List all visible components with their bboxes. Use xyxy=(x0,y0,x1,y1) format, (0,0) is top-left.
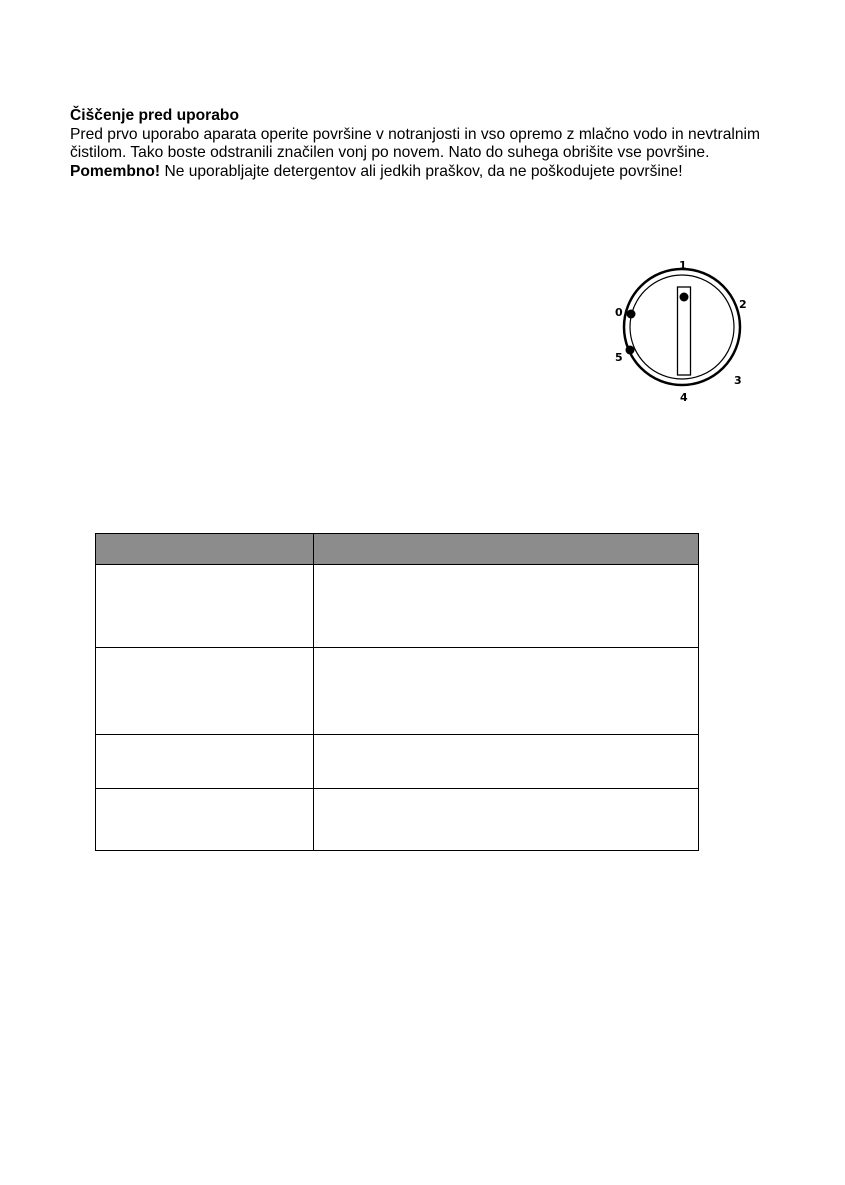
table-header-cell-left xyxy=(96,534,314,565)
table-cell xyxy=(314,735,699,789)
dial-label-1: 1 xyxy=(679,259,687,272)
dial-indicator-dot xyxy=(680,293,689,302)
dial-label-2: 2 xyxy=(739,298,747,311)
table-row xyxy=(96,565,699,648)
settings-table-container xyxy=(95,533,698,853)
table-header-row xyxy=(96,534,699,565)
table-cell xyxy=(96,789,314,851)
dial-label-3: 3 xyxy=(734,374,742,387)
table-row xyxy=(96,789,699,851)
important-text: Ne uporabljajte detergentov ali jedkih praškov, da ne poškodujete površine! xyxy=(160,162,683,180)
table-cell xyxy=(314,648,699,735)
dial-marker-zero-dot xyxy=(627,310,636,319)
table-row xyxy=(96,648,699,735)
dial-label-4: 4 xyxy=(680,391,688,404)
cleaning-section xyxy=(70,107,770,181)
table-cell xyxy=(96,648,314,735)
table-cell xyxy=(96,565,314,648)
table-cell xyxy=(96,735,314,789)
cleaning-paragraph: Pred prvo uporabo aparata operite površine v notranjosti in vso opremo z mlačno vodo in nevtralnim čistilom. Tako boste odstranili značilen vonj po novem. Nato do suhega obrišite vse površine. xyxy=(70,125,760,161)
table-row xyxy=(96,735,699,789)
settings-table xyxy=(95,533,699,851)
table-cell xyxy=(314,565,699,648)
table-header-cell-right xyxy=(314,534,699,565)
dial-label-0: 0 xyxy=(615,306,623,319)
important-note xyxy=(70,163,770,182)
thermostat-dial xyxy=(605,252,755,412)
dial-label-5: 5 xyxy=(615,351,623,364)
dial-marker-five-dot xyxy=(626,346,635,355)
important-label: Pomembno! xyxy=(70,162,161,180)
section-heading: Čiščenje pred uporabo xyxy=(70,107,239,124)
table-cell xyxy=(314,789,699,851)
